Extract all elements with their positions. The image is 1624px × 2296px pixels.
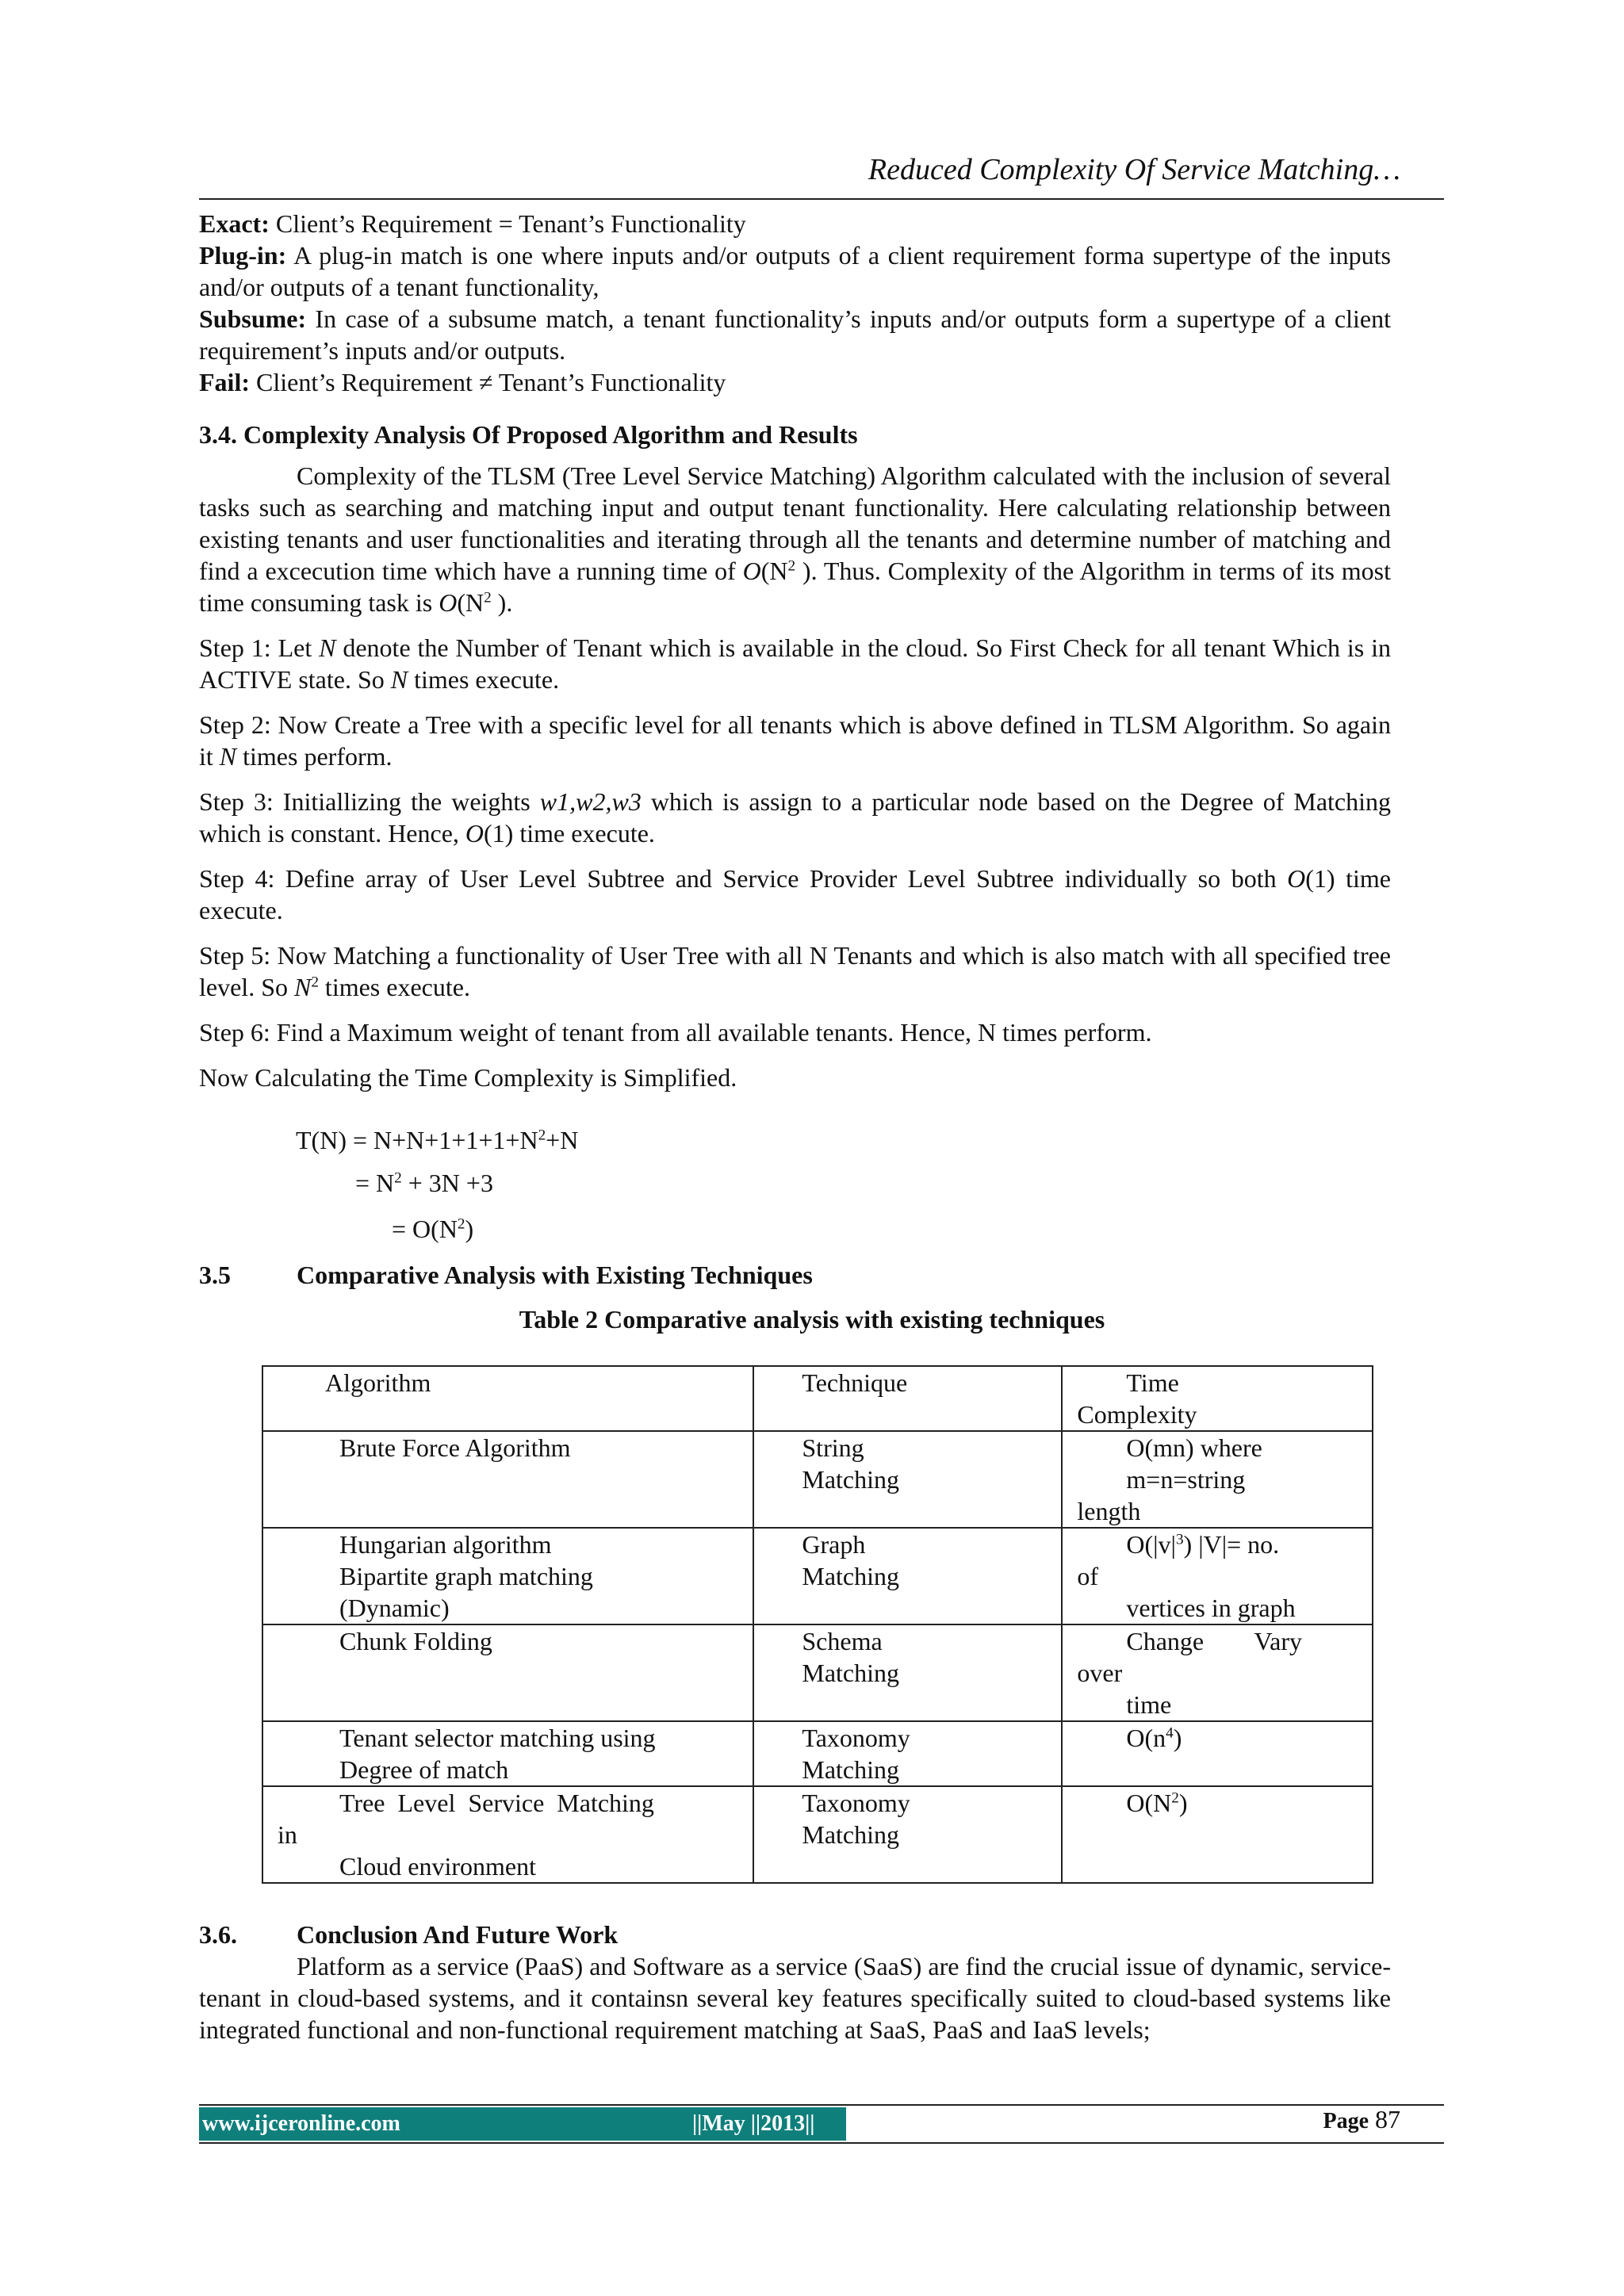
equation-line-2: = $N^2 + 3N +3$ — [355, 1169, 493, 1197]
table-row — [262, 1528, 1373, 1624]
table-row — [262, 1786, 1373, 1883]
definition-fail — [199, 366, 1391, 398]
cell-technique: Taxonomy Matching — [753, 1786, 1062, 1883]
cell-technique: String Matching — [753, 1431, 1062, 1528]
cell-technique: Graph Matching — [753, 1528, 1062, 1624]
definition-text: In case of a subsume match, a tenant functionality’s inputs and/or outputs form a supertype of a client requirement’s inputs and/or outputs. — [199, 304, 1391, 365]
footer-bar — [199, 2107, 846, 2141]
header-rule — [199, 198, 1444, 200]
cell-algorithm: Tree Level Service Matching in Cloud environment — [262, 1786, 753, 1883]
cell-complexity: $O(|v|^3)$ |V|= no. of vertices in graph — [1062, 1528, 1373, 1624]
comparison-table — [262, 1365, 1373, 1884]
definition-text: Client’s Requirement ≠ Tenant’s Functionality — [249, 368, 726, 396]
footer-rule — [199, 2104, 1444, 2106]
definition-term: Fail: — [199, 368, 250, 396]
header-technique: Technique — [753, 1366, 1062, 1431]
section-3-6 — [199, 1919, 1391, 2045]
table-caption: Table 2 Comparative analysis with existing techniques — [519, 1305, 1105, 1334]
table-row — [262, 1624, 1373, 1721]
table-row — [262, 1721, 1373, 1786]
section-3-6-paragraph: Platform as a service (PaaS) and Software as a service (SaaS) are find the crucial issue of dynamic, service-tenant in cloud-based systems, and it containsn several key features specifically suited to cloud-based systems like integrated functional and non-functional requirement matching at SaaS, PaaS and IaaS levels; — [199, 1952, 1391, 2044]
cell-algorithm: Tenant selector matching using Degree of match — [262, 1721, 753, 1786]
table-row — [262, 1431, 1373, 1528]
step-1: Step 1: Let N denote the Number of Tenant which is available in the cloud. So First Check for all tenant Which is in ACTIVE state. So N times execute. — [199, 633, 1392, 694]
definition-text: Client’s Requirement = Tenant’s Functionality — [269, 209, 746, 238]
section-3-5-heading: 3.5 Comparative Analysis with Existing Techniques — [199, 1261, 813, 1289]
definition-text: A plug-in match is one where inputs and/or outputs of a client requirement forma supertype of the inputs and/or outputs of a tenant functionality, — [199, 241, 1391, 301]
definition-term: Exact: — [199, 209, 270, 238]
cell-complexity: $O(N^2)$ — [1062, 1786, 1373, 1883]
cell-algorithm: Chunk Folding — [262, 1624, 753, 1721]
page-number: Page 87 — [1323, 2105, 1400, 2133]
definition-term: Plug-in: — [199, 241, 287, 270]
header-time-complexity: Time Complexity — [1062, 1366, 1373, 1431]
cell-complexity: O(mn) where m=n=string length — [1062, 1431, 1373, 1528]
table-header-row — [262, 1366, 1373, 1431]
section-3-6-heading: 3.6. Conclusion And Future Work — [199, 1920, 619, 1949]
cell-technique: Taxonomy Matching — [753, 1721, 1062, 1786]
step-6: Step 6: Find a Maximum weight of tenant from all available tenants. Hence, N times perform. — [199, 1018, 1152, 1047]
running-header: Reduced Complexity Of Service Matching… — [868, 153, 1400, 186]
definitions-block — [199, 208, 1391, 1093]
cell-algorithm: Hungarian algorithm Bipartite graph matching (Dynamic) — [262, 1528, 753, 1624]
step-3: Step 3: Initiallizing the weights w1,w2,w3 which is assign to a particular node based on the Degree of Matching which is constant. Hence, O(1) time execute. — [199, 787, 1392, 848]
cell-complexity: Change Vary over time — [1062, 1624, 1373, 1721]
time-complexity-intro: Now Calculating the Time Complexity is Simplified. — [199, 1063, 737, 1092]
section-3-4-paragraph: Complexity of the TLSM (Tree Level Service Matching) Algorithm calculated with the inclusion of several tasks such as searching and matching input and output tenant functionality. Here calculating relationship between existing tenants and user functionalities and iterating through all the tenants and determine number of matching and find a excecution time which have a running time of $O(N^2$ ). Thus. Complexity of the Algorithm in terms of its most time consuming task is $O(N^2$ ). — [199, 461, 1392, 617]
step-4: Step 4: Define array of User Level Subtree and Service Provider Level Subtree individually so both O(1) time execute. — [199, 864, 1392, 924]
definition-exact — [199, 208, 1391, 239]
step-5: Step 5: Now Matching a functionality of User Tree with all N Tenants and which is also match with all specified tree level. So $N^2$ times execute. — [199, 941, 1391, 1001]
cell-algorithm: Brute Force Algorithm — [262, 1431, 753, 1528]
issue-date: ||May ||2013|| — [692, 2111, 815, 2136]
definition-subsume — [199, 303, 1391, 366]
step-2: Step 2: Now Create a Tree with a specific level for all tenants which is above defined in TLSM Algorithm. So again it N times perform. — [199, 710, 1391, 771]
equation-line-3: = $O(N^2)$ — [392, 1215, 474, 1243]
journal-url-link[interactable]: www.ijceronline.com — [202, 2111, 400, 2136]
header-algorithm: Algorithm — [262, 1366, 753, 1431]
equation-line-1: $T(N) = N+N+1+1+1+N^2+N$ — [296, 1126, 579, 1154]
definition-term: Subsume: — [199, 304, 307, 333]
definition-plugin — [199, 239, 1391, 303]
section-3-4-heading: 3.4. Complexity Analysis Of Proposed Algorithm and Results — [199, 420, 858, 449]
cell-complexity: $O(n^4)$ — [1062, 1721, 1373, 1786]
cell-technique: Schema Matching — [753, 1624, 1062, 1721]
footer-rule — [199, 2142, 1444, 2144]
